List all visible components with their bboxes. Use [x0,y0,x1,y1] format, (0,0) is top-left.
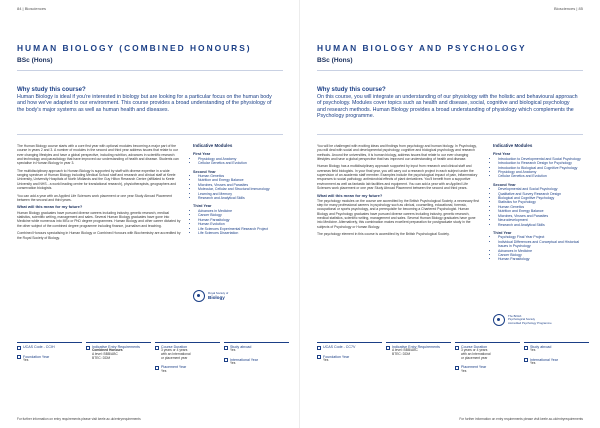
module-item: • Cellular Genetics and Evolution [198,161,289,165]
foundation-label: Foundation Year [323,354,350,359]
modules-column [193,144,289,235]
body-column [317,144,481,240]
logo-line: Biology [208,295,225,301]
duration-line: 3 years or 4 years [161,348,188,353]
module-list [193,209,289,235]
placement-value: Yes [161,368,167,373]
entry-line: BTEC: DDM [392,351,411,356]
foundation-value: Yes [23,357,29,362]
international-icon [524,358,528,362]
placement-value: Yes [461,368,467,373]
year-heading: Second Year [493,182,516,187]
module-item: • Introduction to Research Design for Psychology [498,161,589,165]
entry-line: A level: BBB/ABC [92,351,118,356]
bps-logo-icon [493,314,505,326]
year-heading: First Year [193,152,211,157]
module-item: • Life Sciences Experimental Research Project [198,227,289,231]
divider [317,70,583,71]
module-item: • Statistics for Psychology [498,200,589,204]
course-title: HUMAN BIOLOGY AND PSYCHOLOGY [317,43,527,53]
duration-icon [155,346,159,350]
why-heading: Why study this course? [17,86,86,93]
footer-note: For further information on entry requirements please visit keele.ac.uk/entryrequirements [17,417,141,421]
international-icon [224,358,228,362]
logo-line: Psychological Society [508,317,536,322]
module-list [493,187,589,227]
award-type: BSc (Hons) [17,57,53,64]
module-item: • Research and Analytical Skills [498,223,589,227]
module-item: • Life Sciences Dissertation [198,231,289,235]
module-item: • Biological and Cognitive Psychology [498,196,589,200]
duration-line: 3 years or 4 years [461,348,488,353]
modules-column [493,144,589,262]
module-item: • Psychology Final Year Project [498,235,589,239]
info-box-abroad [224,342,289,390]
entry-icon [386,346,390,350]
module-item: • Advances in Medicine [198,209,289,213]
info-box-duration [155,342,220,390]
body-paragraph: Human Biology has a multidisciplinary approach supported by input from research and clinical staff and overseas field biologists. In your final year, you will carry out a research project in each subject under the supervision of an academic staff member. Examples include the psychological impact of pain, inflammatory responses to social pathology, antimicrobial effects of plant derivatives. You'll benefit from a supportive environment as well as fantastic lab facilities and equipment. You can add a year with an Applied Life Sciences work placement or one year Study Abroad Placement between the second and third years. [317,164,478,190]
duration-line: or placement year [161,355,188,360]
future-heading: What will this mean for my future? [17,204,83,210]
module-item: • Qualitative and Survey Research Design [498,192,589,196]
why-text: On this course, you will integrate an understanding of our physiology with the holistic and behavioural approach of psychology. Modules cover topics such as health and disease, social, cognitive and biological psychology and research methods. Human Biology provides a broad understanding of physiology which complements the Psychology programme. [317,94,578,120]
divider [17,70,283,71]
module-item: • Nutrition and Energy Balance [498,209,589,213]
abroad-value: Yes [530,348,536,353]
module-item: • Microbes, Viruses and Parasites [198,183,289,187]
abroad-label: Study abroad [530,345,552,349]
running-header: Biosciences | 85 [553,6,583,11]
entry-line: BTEC: DDM [92,355,111,360]
module-item: • Molecular, Cellular and Structural Immunology [198,187,289,191]
module-item: • Human Genetics [198,174,289,178]
info-box-entry [386,342,451,390]
entry-label: Indicative Entry Requirements [392,345,440,349]
international-value: Yes [530,360,536,365]
placement-label: Placement Year [161,365,187,370]
duration-label: Course Duration [161,345,188,349]
foundation-label: Foundation Year [23,354,50,359]
year-heading: Third Year [193,204,212,209]
right-page [300,0,600,428]
why-text: Human Biology is ideal if you're interested in biology but are looking for a particular focus on the human body and how we've adapted to our environment. This course provides a broad understanding of the physiology of the body's major systems as well as human health and diseases. [17,94,272,113]
award-type: BSc (Hons) [317,57,353,64]
module-item: • Learning and Memory [198,192,289,196]
module-item: • Nutrition and Energy Balance [198,178,289,182]
module-item: • Human Genetics [498,205,589,209]
foundation-value: Yes [323,357,329,362]
bps-logo-text [508,315,552,325]
rsb-logo [193,290,228,302]
ucas-icon [317,346,321,350]
module-item: • Individual Differences and Conceptual and Historical Issues in Psychology [498,240,589,249]
module-item: • Cellular Genetics and Evolution [498,174,589,178]
module-item: • Neurodevelopment [498,218,589,222]
course-title: HUMAN BIOLOGY (COMBINED HONOURS) [17,43,252,53]
module-item: • Human Parasitology [198,218,289,222]
entry-icon [86,346,90,350]
accreditation-note: The psychology element in this course is accredited by the British Psychological Society. [317,232,450,237]
international-label: International Year [230,357,258,362]
year-heading: Second Year [193,169,216,174]
running-header: 84 | Biosciences [17,6,47,11]
abroad-value: Yes [230,348,236,353]
course-info-bar [17,342,289,390]
duration-line: with an International [461,351,491,356]
year-heading: First Year [493,152,511,157]
module-item: • Cancer Biology [498,253,589,257]
modules-heading: Indicative Modules [493,143,533,148]
entry-label: Indicative Entry Requirements [92,345,140,349]
module-list [493,157,589,179]
bps-logo [493,314,552,326]
international-value: Yes [230,360,236,365]
duration-line: with an International [161,351,191,356]
course-info-bar [317,342,589,390]
placement-label: Placement Year [461,365,487,370]
globe-icon [524,346,528,350]
module-item: • Advances in Medicine [498,249,589,253]
future-text: The psychology modules on the course are accredited by the British Psychological Society, a necessary first step for many professional careers in psychology such as clinical, counselling, educational, forensic, occupational or sports psychology, and a prerequisite for becoming a Chartered Psychologist. Human Biology and Psychology graduates have pursued diverse careers including industry, genetic research, medical statistics, scientific writing, management and sales. Several Human Biology graduates have gone into Medicine. Alternatively, this combination makes excellent preparation for postgraduate study in the subjects of Psychology or Human Biology. [317,198,480,229]
duration-line: or placement year [461,355,488,360]
future-heading: What will this mean for my future? [317,192,383,198]
module-list [193,174,289,200]
footer-note: For further information on entry requirements please visit keele.ac.uk/entryrequirements [459,417,583,421]
module-item: • Physiology and Anatomy [498,170,589,174]
rsb-logo-text [208,292,228,300]
body-paragraph: The Human Biology course starts with a core first year with optional modules becoming a major part of the course in years 2 and 3. A number of modules in the second and third year address issues that relate to our ever changing lifestyles and have a global perspective, including nutrition, advances in scientific research and technology and parasitology that have improved our understanding of health and disease. Students can specialise in Human Biology in year 3. [17,144,179,166]
ucas-icon [17,346,21,350]
why-heading: Why study this course? [317,86,386,93]
module-item: • Human Parasitology [498,257,589,261]
module-list [193,157,289,166]
foundation-icon [17,355,21,359]
logo-line: Royal Society of [208,290,229,295]
logo-line: Accredited Psychology Programme [508,320,552,325]
module-item: • Introduction to Biological and Cognitive Psychology [498,166,589,170]
entry-line: A level: BBB/ABC [392,348,418,353]
year-heading: Third Year [493,230,512,235]
placement-icon [455,366,459,370]
module-item: • Cancer Biology [198,213,289,217]
modules-heading: Indicative Modules [193,143,233,148]
globe-icon [224,346,228,350]
abroad-label: Study abroad [230,345,252,349]
divider [17,134,283,135]
rsb-logo-icon [193,290,205,302]
module-list [493,235,589,261]
entry-line: Combined Honours [92,348,123,353]
placement-icon [155,366,159,370]
ucas-code: UCAS Code - CCIH [23,345,55,349]
info-box-ucas [17,342,82,390]
module-item: • Developmental and Social Psychology [498,187,589,191]
accreditation-note: Combined Honours specialising in Human Biology or Combined Honours with Biochemistry are accredited by the Royal Society of Biology. [17,231,181,240]
body-column [17,144,181,243]
logo-line: The British [508,314,522,319]
duration-label: Course Duration [461,345,488,349]
info-box-ucas [317,342,382,390]
body-paragraph: You can add a year with an Applied Life Sciences work placement or one year Study Abroad Placement between the second and third years. [17,193,172,202]
foundation-icon [317,355,321,359]
body-paragraph: You will be challenged with exciting ideas and findings from psychology and human biology. In Psychology, you will deal with social and developmental psychology, cognitive and biological psychology and research methods. Around the universities, it is human biology, address issues that relate to our ever changing lifestyles and have a global perspective that has improved our understanding of health and disease. [317,144,477,161]
duration-icon [455,346,459,350]
ucas-code: UCAS Code - CC7V [323,345,356,349]
info-box-entry [86,342,151,390]
module-item: • Human Evolution [198,222,289,226]
module-item: • Physiology and Anatomy [198,157,289,161]
divider [317,134,583,135]
future-text: Human Biology graduates have pursued diverse careers including industry, genetic research, medical statistics, scientific writing, management and sales. Several Human Biology graduates have gone into Medicine while numerous into MSc or PhD degree programmes. Human Biology and other career dictated by the other subject of the combined degree programme including finance, journalism and teaching. [17,210,181,228]
body-paragraph: The multidisciplinary approach to Human Biology is supported by staff with diverse expertise in a wide ranging spectrum of Human Biology including Medical School staff and research and clinical staff at Keele University, University Hospitals of North Midlands and the Guy Hilton Research Centre (affiliated to Keele University and NHS - a world leading centre for translational research), physiotherapists, geographers and conservation biologists. [17,168,177,190]
info-box-abroad [524,342,589,390]
module-item: • Microbes, Viruses and Parasites [498,214,589,218]
international-label: International Year [530,357,558,362]
module-item: • Introduction to Developmental and Social Psychology [498,157,589,161]
module-item: • Research and Analytical Skills [198,196,289,200]
info-box-duration [455,342,520,390]
